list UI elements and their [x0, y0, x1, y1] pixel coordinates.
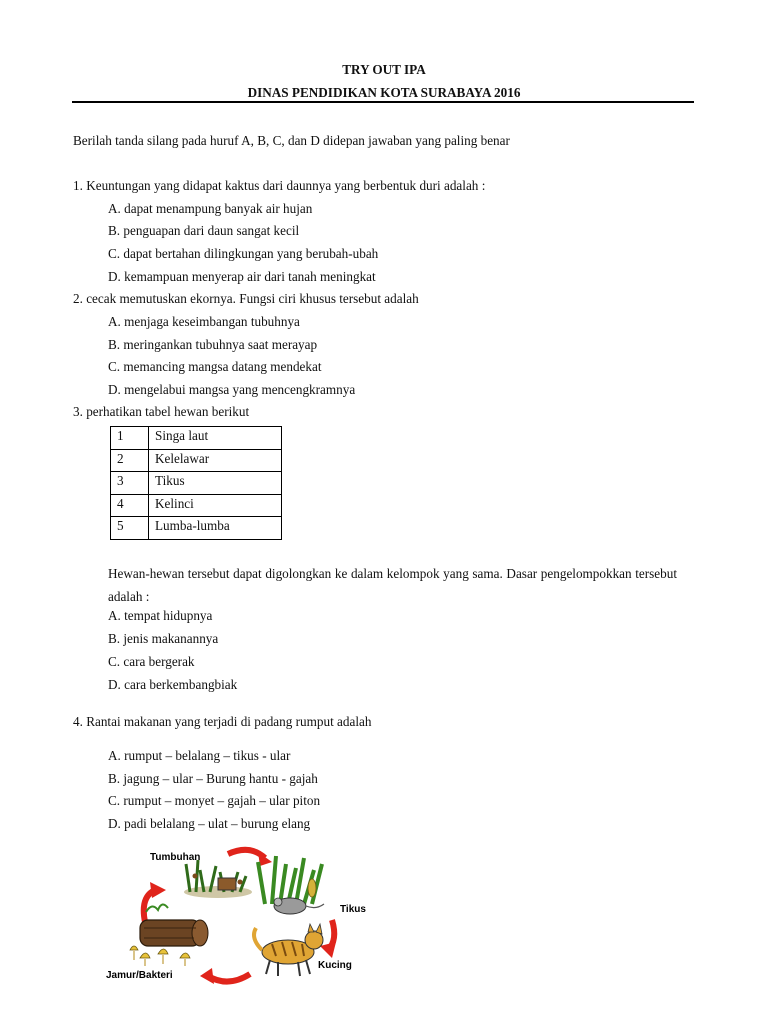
instruction-text: Berilah tanda silang pada huruf A, B, C, dan D didepan jawaban yang paling benar: [73, 133, 510, 148]
table-row: [111, 427, 282, 450]
question-1-option-a: A. dapat menampung banyak air hujan: [108, 201, 313, 216]
arrow-head-cat-to-decomposer: [200, 968, 214, 984]
table-row: [111, 472, 282, 495]
question-3-option-c: C. cara bergerak: [108, 654, 195, 669]
question-1-option-c: C. dapat bertahan dilingkungan yang berubah-ubah: [108, 246, 379, 261]
food-chain-diagram: [100, 842, 380, 992]
table-cell-number: 1: [111, 427, 149, 450]
table-cell-animal: Lumba-lumba: [149, 517, 282, 540]
table-cell-animal: Kelelawar: [149, 449, 282, 472]
label-decomposer: Jamur/Bakteri: [106, 970, 173, 981]
question-3-option-a: A. tempat hidupnya: [108, 608, 213, 623]
table-row: [111, 494, 282, 517]
table-cell-animal: Singa laut: [149, 427, 282, 450]
table-row: [111, 449, 282, 472]
question-2-option-b: B. meringankan tubuhnya saat merayap: [108, 337, 318, 352]
question-3-paragraph: Hewan-hewan tersebut dapat digolongkan ke dalam kelompok yang sama. Dasar pengelompokkan tersebut adalah :: [108, 566, 677, 604]
question-3-text: 3. perhatikan tabel hewan berikut: [73, 404, 250, 419]
arrow-cat-to-decomposer: [208, 974, 250, 982]
table-cell-number: 5: [111, 517, 149, 540]
table-cell-animal: Kelinci: [149, 494, 282, 517]
question-1-text: 1. Keuntungan yang didapat kaktus dari daunnya yang berbentuk duri adalah :: [73, 178, 486, 193]
table-cell-number: 2: [111, 449, 149, 472]
label-mouse: Tikus: [340, 904, 366, 915]
question-4-text: 4. Rantai makanan yang terjadi di padang rumput adalah: [73, 714, 372, 729]
table-cell-animal: Tikus: [149, 472, 282, 495]
question-1-option-b: B. penguapan dari daun sangat kecil: [108, 223, 300, 238]
question-2-option-c: C. memancing mangsa datang mendekat: [108, 359, 322, 374]
label-plants: Tumbuhan: [150, 852, 201, 863]
question-4-option-d: D. padi belalang – ulat – burung elang: [108, 816, 311, 831]
label-cat: Kucing: [318, 960, 352, 971]
document-title: TRY OUT IPA: [342, 62, 426, 77]
question-4-option-a: A. rumput – belalang – tikus - ular: [108, 748, 291, 763]
question-4-option-c: C. rumput – monyet – gajah – ular piton: [108, 793, 321, 808]
question-4-option-b: B. jagung – ular – Burung hantu - gajah: [108, 771, 318, 786]
table-cell-number: 3: [111, 472, 149, 495]
question-3-option-d: D. cara berkembangbiak: [108, 677, 238, 692]
question-2-option-d: D. mengelabui mangsa yang mencengkramnya: [108, 382, 356, 397]
header-divider: [72, 101, 694, 103]
arrow-head-decomposer-to-plants: [150, 882, 166, 898]
document-subtitle: DINAS PENDIDIKAN KOTA SURABAYA 2016: [247, 85, 521, 100]
question-1-option-d: D. kemampuan menyerap air dari tanah meningkat: [108, 269, 376, 284]
question-2-option-a: A. menjaga keseimbangan tubuhnya: [108, 314, 300, 329]
cat-drawing: [254, 924, 323, 976]
question-3-option-b: B. jenis makanannya: [108, 631, 219, 646]
table-row: [111, 517, 282, 540]
question-2-text: 2. cecak memutuskan ekornya. Fungsi ciri khusus tersebut adalah: [73, 291, 419, 306]
animal-table: [110, 426, 282, 540]
plants-drawing: [184, 860, 252, 898]
mouse-drawing: [258, 856, 324, 914]
table-cell-number: 4: [111, 494, 149, 517]
